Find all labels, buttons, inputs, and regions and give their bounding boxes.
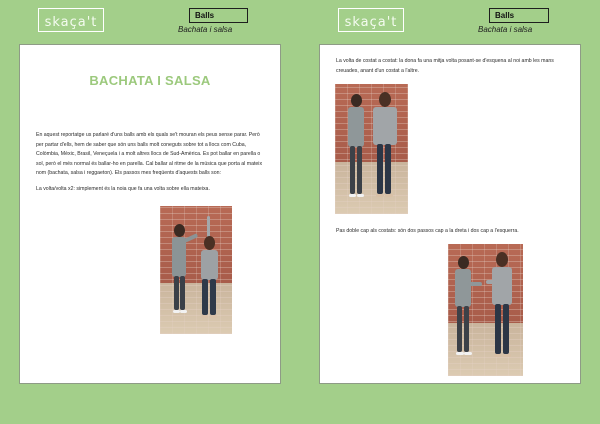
- man-figure: [450, 254, 484, 372]
- left-page: [19, 44, 281, 384]
- woman-figure: [196, 216, 226, 331]
- logo-text: skaça't: [344, 14, 398, 30]
- dance-photo-pas-doble: [448, 244, 523, 376]
- man-figure: [168, 220, 198, 330]
- right-page: [319, 44, 581, 384]
- woman-figure: [369, 90, 405, 212]
- section-subtitle: Bachata i salsa: [178, 25, 233, 34]
- step-volta-text: La volta/volta x2: simplement és la noia que fa una volta sobre ella mateixa.: [36, 186, 210, 192]
- dance-photo-volta: [160, 206, 232, 334]
- step-costat-text: La volta de costat a costat: la dona fa una mitja volta posant-se d'esquena al noi amb les mans creuades, anant d'un costat a l'altre.: [336, 58, 554, 74]
- woman-figure: [486, 250, 520, 372]
- dance-photo-costat: [335, 84, 408, 214]
- page-title: BACHATA I SALSA: [89, 73, 211, 88]
- section-label: Balls: [489, 8, 549, 23]
- logo-text: skaça't: [44, 14, 98, 30]
- step-pas-doble-text: Pas doble cap als costats: són dos passos cap a la dreta i dos cap a l'esquerra.: [336, 228, 519, 234]
- skacat-logo: [38, 8, 104, 32]
- section-label: Balls: [189, 8, 248, 23]
- intro-paragraph: En aquest reportatge us parlaré d'uns balls amb els quals se't mouran els peus sense parar. Però per partar d'ells, hem de saber que són uns balls molt coneguts sobre tot a llocs com Cuba, Colòmbia, Mèxic, Brasil, Veneçuela i a molt altres llocs de Sud-Amèrica. Es pot ballar en parella o sol, però el més normal és ballar-ho en parella. Cal ballar al ritme de la música que porta al mateix nom (bachata, salsa i reggaeton). Els passos mes freqüents d'aquests balls son:: [36, 132, 263, 177]
- skacat-logo: [338, 8, 404, 32]
- section-subtitle: Bachata i salsa: [478, 25, 533, 34]
